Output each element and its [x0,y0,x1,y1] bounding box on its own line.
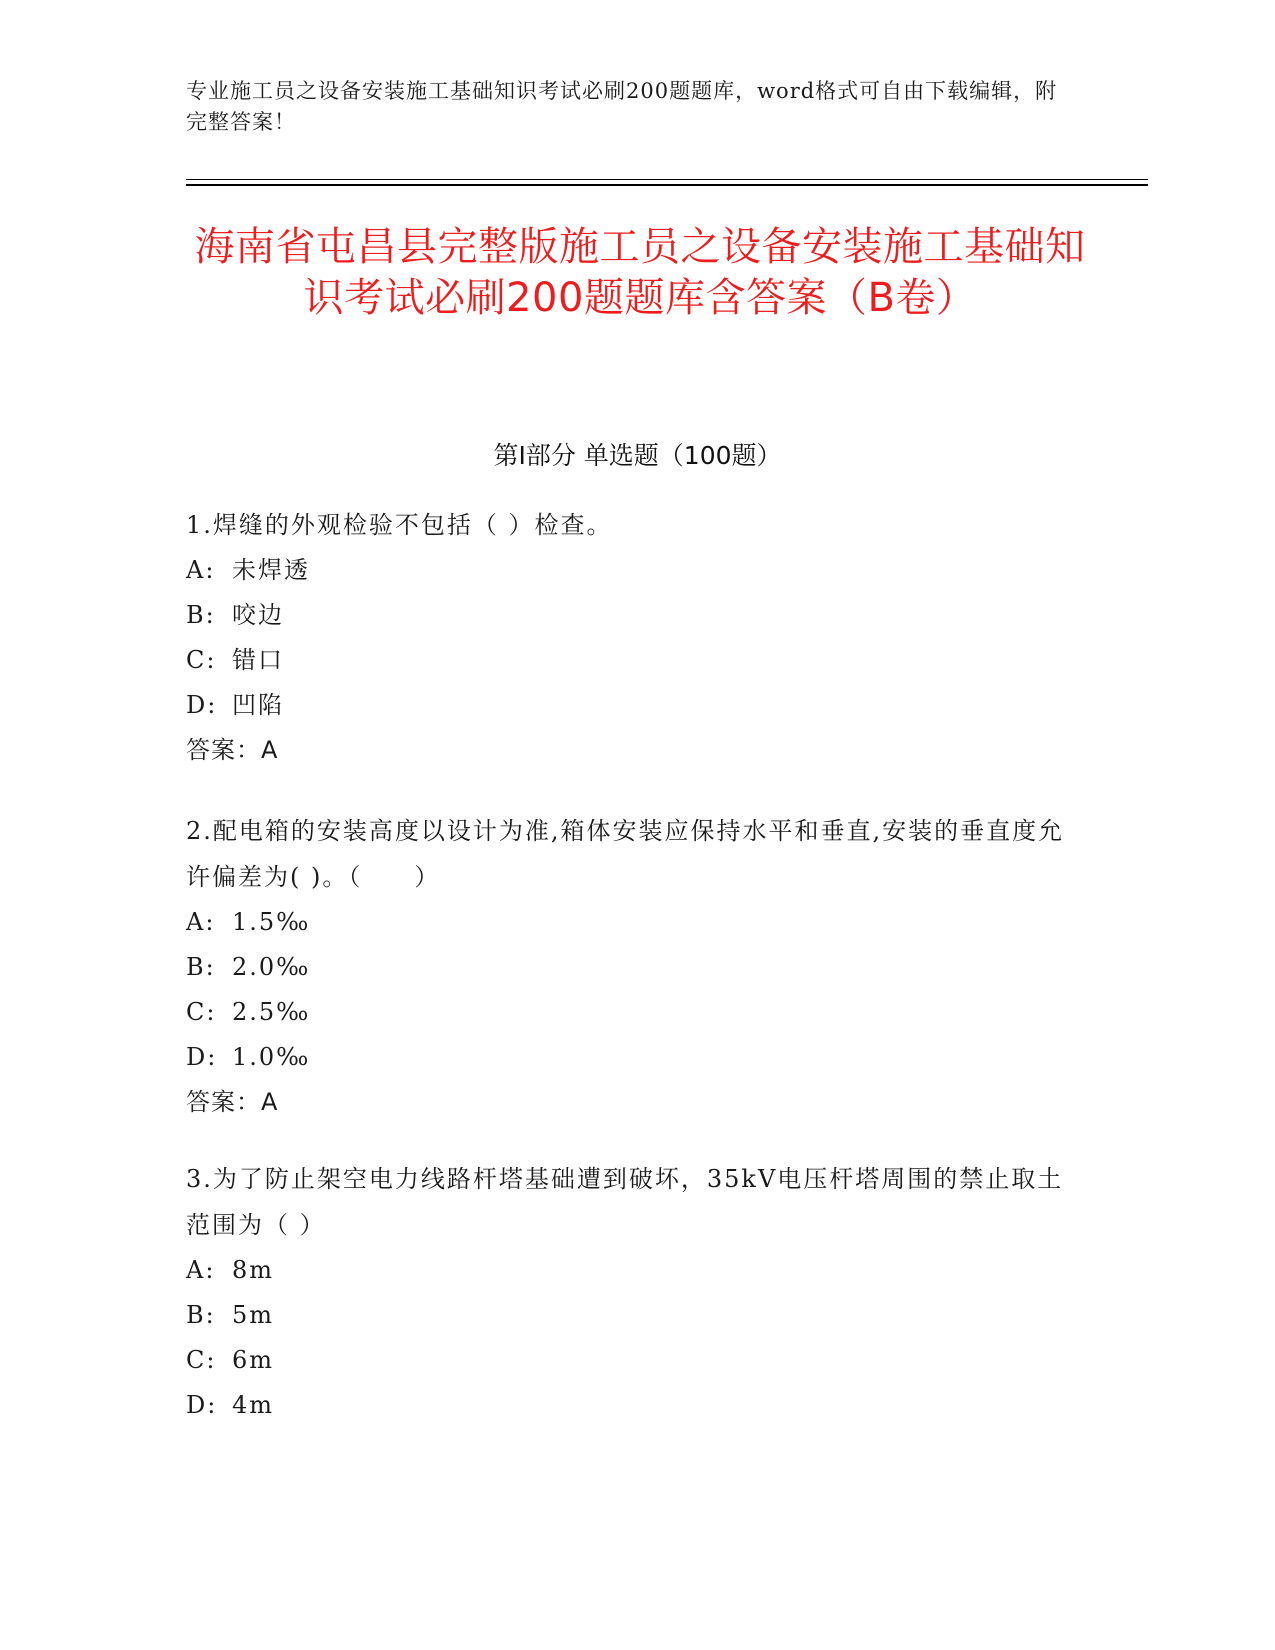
option-letter: D: [186,691,218,719]
option-letter: C: [186,998,217,1026]
option-letter: C: [186,1346,217,1374]
question-text: 1.焊缝的外观检验不包括（ ）检查。 [186,511,613,539]
header-divider-thick [186,184,1148,186]
option-text: 8m [232,1256,275,1284]
option-c [186,638,1066,683]
section-title: 第I部分 单选题（100题） [493,441,782,470]
option-letter: C: [186,646,217,674]
option-b [186,1293,1066,1338]
option-text: 2.5‰ [232,998,311,1026]
option-letter: B: [186,953,216,981]
option-text: 未焊透 [232,556,310,584]
answer: 答案：A [186,1088,279,1116]
option-a [186,900,1066,945]
option-a [186,1248,1066,1293]
option-text: 错口 [232,646,284,674]
option-d [186,1035,1066,1080]
option-d [186,683,1066,728]
question-1 [186,502,1066,773]
option-b [186,945,1066,990]
option-letter: A: [186,556,216,584]
option-text: 咬边 [232,601,284,629]
option-letter: B: [186,1301,216,1329]
question-text: 2.配电箱的安装高度以设计为准,箱体安装应保持水平和垂直,安装的垂直度允许偏差为( )。（ ） [186,817,1065,891]
question-text: 3.为了防止架空电力线路杆塔基础遭到破坏，35kV电压杆塔周围的禁止取土范围为（ ） [186,1165,1064,1239]
option-a [186,548,1066,593]
option-text: 4m [232,1391,275,1419]
option-text: 2.0‰ [232,953,311,981]
option-c [186,1338,1066,1383]
option-letter: D: [186,1391,218,1419]
question-3 [186,1156,1066,1428]
option-letter: A: [186,908,216,936]
option-text: 1.5‰ [232,908,311,936]
option-d [186,1383,1066,1428]
option-text: 1.0‰ [232,1043,311,1071]
document-title: 海南省屯昌县完整版施工员之设备安装施工基础知识考试必刷200题题库含答案（B卷） [194,224,1086,321]
option-letter: D: [186,1043,218,1071]
option-letter: B: [186,601,216,629]
header-note: 专业施工员之设备安装施工基础知识考试必刷200题题库，word格式可自由下载编辑，附完整答案！ [186,79,1058,134]
answer: 答案：A [186,736,279,764]
option-letter: A: [186,1256,216,1284]
header-divider-thin [186,179,1148,180]
option-c [186,990,1066,1035]
option-text: 凹陷 [232,691,284,719]
option-text: 5m [232,1301,275,1329]
question-2 [186,808,1066,1125]
option-b [186,593,1066,638]
option-text: 6m [232,1346,275,1374]
